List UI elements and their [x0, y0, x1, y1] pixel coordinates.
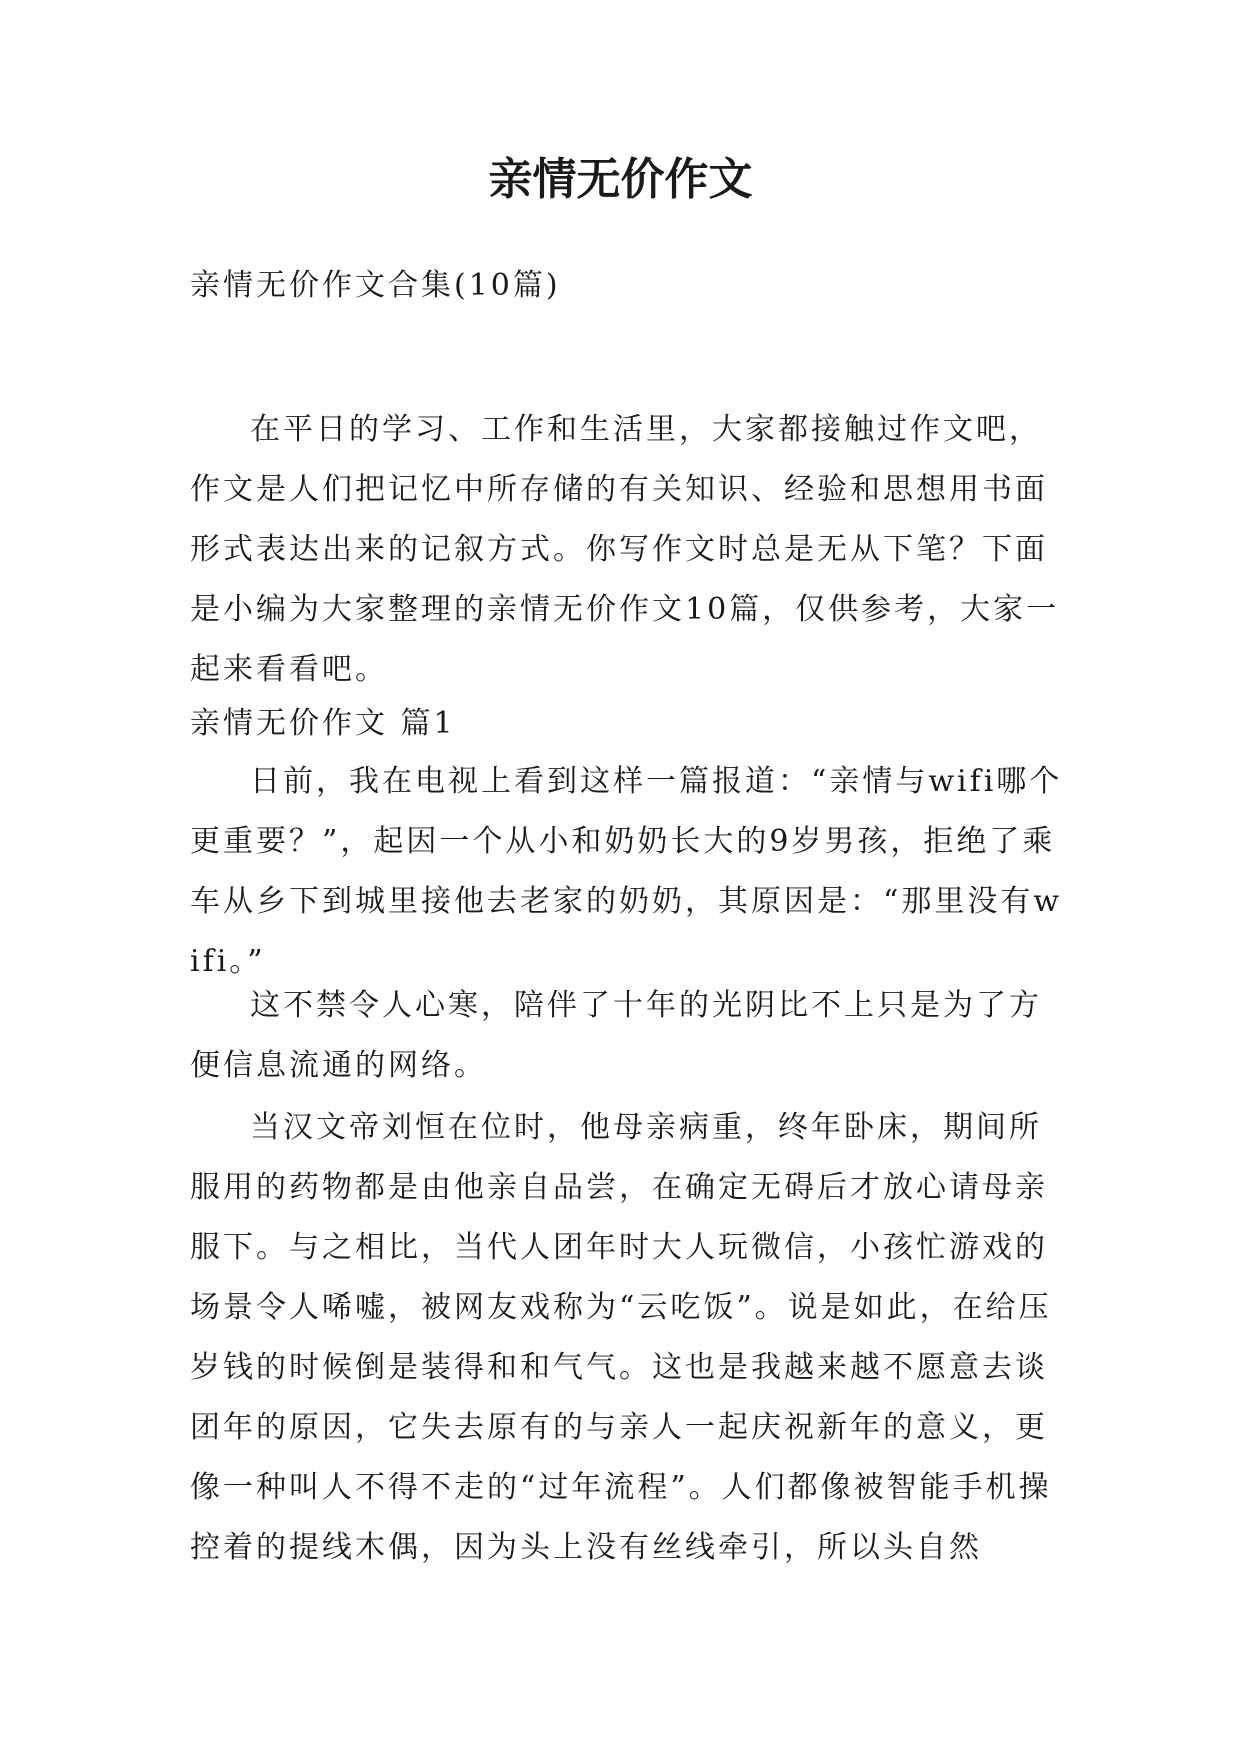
essay-paragraph: 当汉文帝刘恒在位时，他母亲病重，终年卧床，期间所服用的药物都是由他亲自品尝，在确定无碍后才放心请母亲服下。与之相比，当代人团年时大人玩微信，小孩忙游戏的场景令人唏嘘，被网友戏称为“云吃饭”。说是如此，在给压岁钱的时候倒是装得和和气气。这也是我越来越不愿意去谈团年的原因，它失去原有的与亲人一起庆祝新年的意义，更像一种叫人不得不走的“过年流程”。人们都像被智能手机操控着的提线木偶，因为头上没有丝线牵引，所以头自然: [190, 1110, 1052, 1565]
essay-paragraph: 日前，我在电视上看到这样一篇报道：“亲情与wifi哪个更重要？”，起因一个从小和奶奶长大的9岁男孩，拒绝了乘车从乡下到城里接他去老家的奶奶，其原因是：“那里没有wifi。”: [190, 764, 1063, 979]
essay-paragraph: 这不禁令人心寒，陪伴了十年的光阴比不上只是为了方便信息流通的网络。: [190, 988, 1042, 1083]
document-title: 亲情无价作文: [488, 154, 753, 205]
intro-paragraph: 在平日的学习、工作和生活里，大家都接触过作文吧，作文是人们把记忆中所存储的有关知识、经验和思想用书面形式表达出来的记叙方式。你写作文时总是无从下笔？下面是小编为大家整理的亲情无价作文10篇，仅供参考，大家一起来看看吧。: [190, 412, 1060, 687]
essay-heading: 亲情无价作文 篇1: [190, 706, 456, 741]
collection-title: 亲情无价作文合集(10篇): [190, 268, 561, 303]
